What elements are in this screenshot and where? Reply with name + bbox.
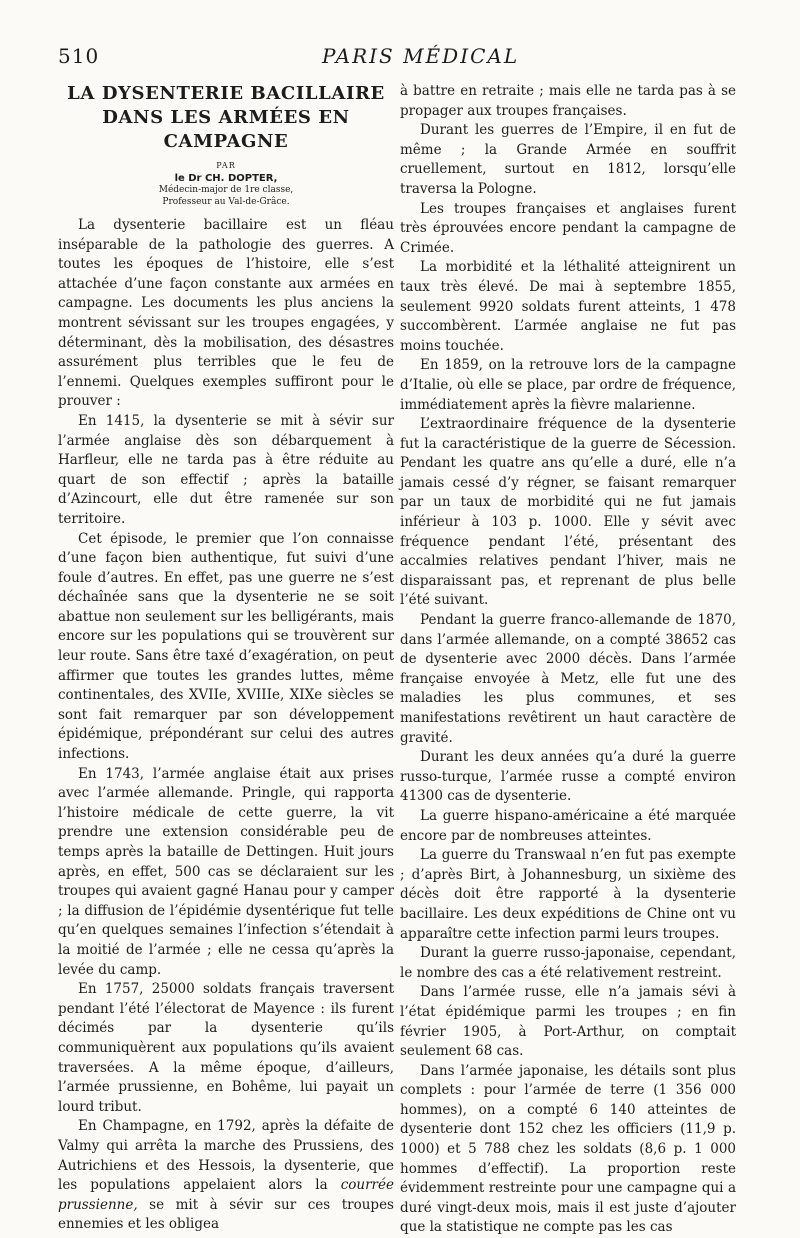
journal-title: PARIS MÉDICAL — [322, 44, 520, 68]
author-role-1: Médecin-major de 1re classe, — [158, 185, 294, 195]
paragraph: La dysenterie bacillaire est un fléau inséparable de la pathologie des guerres. A toutes les époques de l’histoire, elle s’est attachée d’une façon constante aux armées en campagne. Les documents les plus anciens la montrent sévissant sur les troupes engagées, y déterminant, dès la mobilisation, des désastres assurément plus terribles que le feu de l’ennemi. Quelques exemples suffiront pour le prouver : — [58, 217, 394, 410]
paragraph-text: En Champagne, en 1792, après la défaite de Valmy qui arrêta la marche des Prussiens, des Autrichiens et des Hessois, la dysenterie, que les populations appelaient alors la — [58, 1118, 394, 1194]
paragraph: En 1743, l’armée anglaise était aux prises avec l’armée allemande. Pringle, qui rapporta l’histoire médicale de cette guerre, la vit prendre une extension considérable peu de temps après la bataille de Dettingen. Huit jours après, en effet, 500 cas se déclaraient sur les troupes qui avaient gagné Hanau pour y camper ; la diffusion de l’épidémie dysentérique fut telle qu’en quelques semaines l’infection s’étendait à la moitié de l’armée ; elle ne cessa qu’après la levée du camp. — [58, 765, 394, 978]
byline — [58, 160, 394, 208]
left-column — [58, 82, 394, 1235]
paragraph: Les troupes françaises et anglaises furent très éprouvées encore pendant la campagne de Crimée. — [400, 200, 736, 256]
paragraph: En 1757, 25000 soldats français traversent pendant l’été l’électorat de Mayence : ils furent décimés par la dysenterie qu’ils communiquèrent aux populations qu’ils avaient traversées. A la même époque, d’ailleurs, l’armée prussienne, en Bohême, lui payait un lourd tribut. — [58, 981, 394, 1115]
page-number: 510 — [58, 44, 100, 68]
paragraph-tail: se mit à sévir sur ces troupes ennemies et les obligea — [58, 1196, 394, 1233]
paragraph: La guerre hispano-américaine a été marquée encore par de nombreuses atteintes. — [400, 807, 736, 844]
paragraph: Pendant la guerre franco-allemande de 1870, dans l’armée allemande, on a compté 38652 cas de dysenterie avec 2000 décès. Dans l’armée française envoyée à Metz, elle fut une des maladies les plus communes, et ses manifestations revêtirent un haut caractère de gravité. — [400, 612, 736, 746]
paragraph: Cet épisode, le premier que l’on connaisse d’une façon bien authentique, fut suivi d’une foule d’autres. En effet, pas une guerre ne s’est déchaînée sans que la dysenterie ne se soit abattue non seulement sur les belligérants, mais encore sur les populations qui se trouvèrent sur leur route. Sans être taxé d’exagération, on peut affirmer que toutes les grandes luttes, même continentales, des XVIIe, XVIIIe, XIXe siècles se sont fait remarquer par son développement épidémique, prépondérant sur celui des autres infections. — [58, 530, 394, 763]
paragraph: L’extraordinaire fréquence de la dysenterie fut la caractéristique de la guerre de Sécession. Pendant les quatre ans qu’elle a duré, elle n’a jamais cessé d’y régner, se faisant remarquer par un taux de morbidité qui ne fut jamais inférieur à 103 p. 1000. Elle y sévit avec fréquence pendant l’été, présentant des accalmies relatives pendant l’hiver, mais ne disparaissant pas, et reprenant de plus belle l’été suivant. — [400, 416, 736, 609]
paragraph — [58, 1117, 394, 1235]
article-title: LA DYSENTERIE BACILLAIRE DANS LES ARMÉES EN CAMPAGNE — [67, 83, 385, 152]
paragraph: Durant la guerre russo-japonaise, cependant, le nombre des cas a été relativement restreint. — [400, 945, 736, 981]
paragraph: Dans l’armée japonaise, les détails sont plus complets : pour l’armée de terre (1 356 000 hommes), on a compté 6 140 atteintes de dysenterie dont 152 chez les officiers (11,9 p. 1000) et 5 788 chez les soldats (8,6 p. 1 000 hommes d’effectif). La proportion reste évidemment restreinte pour une campagne qui a duré vingt-deux mois, mais il est juste d’ajouter que la statistique ne compte pas les cas — [400, 1062, 736, 1236]
italic-term: courrée prussienne, — [58, 1177, 394, 1213]
author-role-2: Professeur au Val-de-Grâce. — [162, 196, 290, 207]
right-column — [400, 82, 736, 1238]
paragraph: à battre en retraite ; mais elle ne tarda pas à se propager aux troupes françaises. — [400, 83, 736, 119]
paragraph: Durant les deux années qu’a duré la guerre russo-turque, l’armée russe a compté environ 41300 cas de dysenterie. — [400, 749, 736, 805]
paragraph: Durant les guerres de l’Empire, il en fut de même ; la Grande Armée en souffrit cruellement, surtout en 1812, lorsqu’elle traversa la Pologne. — [400, 122, 736, 197]
paragraph: En 1415, la dysenterie se mit à sévir sur l’armée anglaise dès son débarquement à Harfleur, elle ne tarda pas à être réduite au quart de son effectif ; après la bataille d’Azincourt, elle dut être ramenée sur son territoire. — [58, 412, 394, 527]
paragraph: Dans l’armée russe, elle n’a jamais sévi à l’état épidémique parmi les troupes ; en fin février 1905, à Port-Arthur, on comptait seulement 68 cas. — [400, 984, 736, 1060]
byline-par: PAR — [216, 161, 236, 170]
paragraph: La morbidité et la léthalité atteignirent un taux très élevé. De mai à septembre 1855, seulement 9920 soldats furent atteints, 1 478 succombèrent. L’armée anglaise ne fut pas moins touchée. — [400, 259, 736, 354]
author-name: le Dr CH. DOPTER, — [174, 173, 278, 184]
paragraph: En 1859, on la retrouve lors de la campagne d’Italie, où elle se place, par ordre de fréquence, immédiatement après la fièvre malarienne. — [400, 357, 736, 413]
paragraph: La guerre du Transwaal n’en fut pas exempte ; d’après Birt, à Johannesburg, un sixième des décès doit être rapporté à la dysenterie bacillaire. Les deux expéditions de Chine ont vu apparaître cette infection parmi leurs troupes. — [400, 847, 736, 942]
